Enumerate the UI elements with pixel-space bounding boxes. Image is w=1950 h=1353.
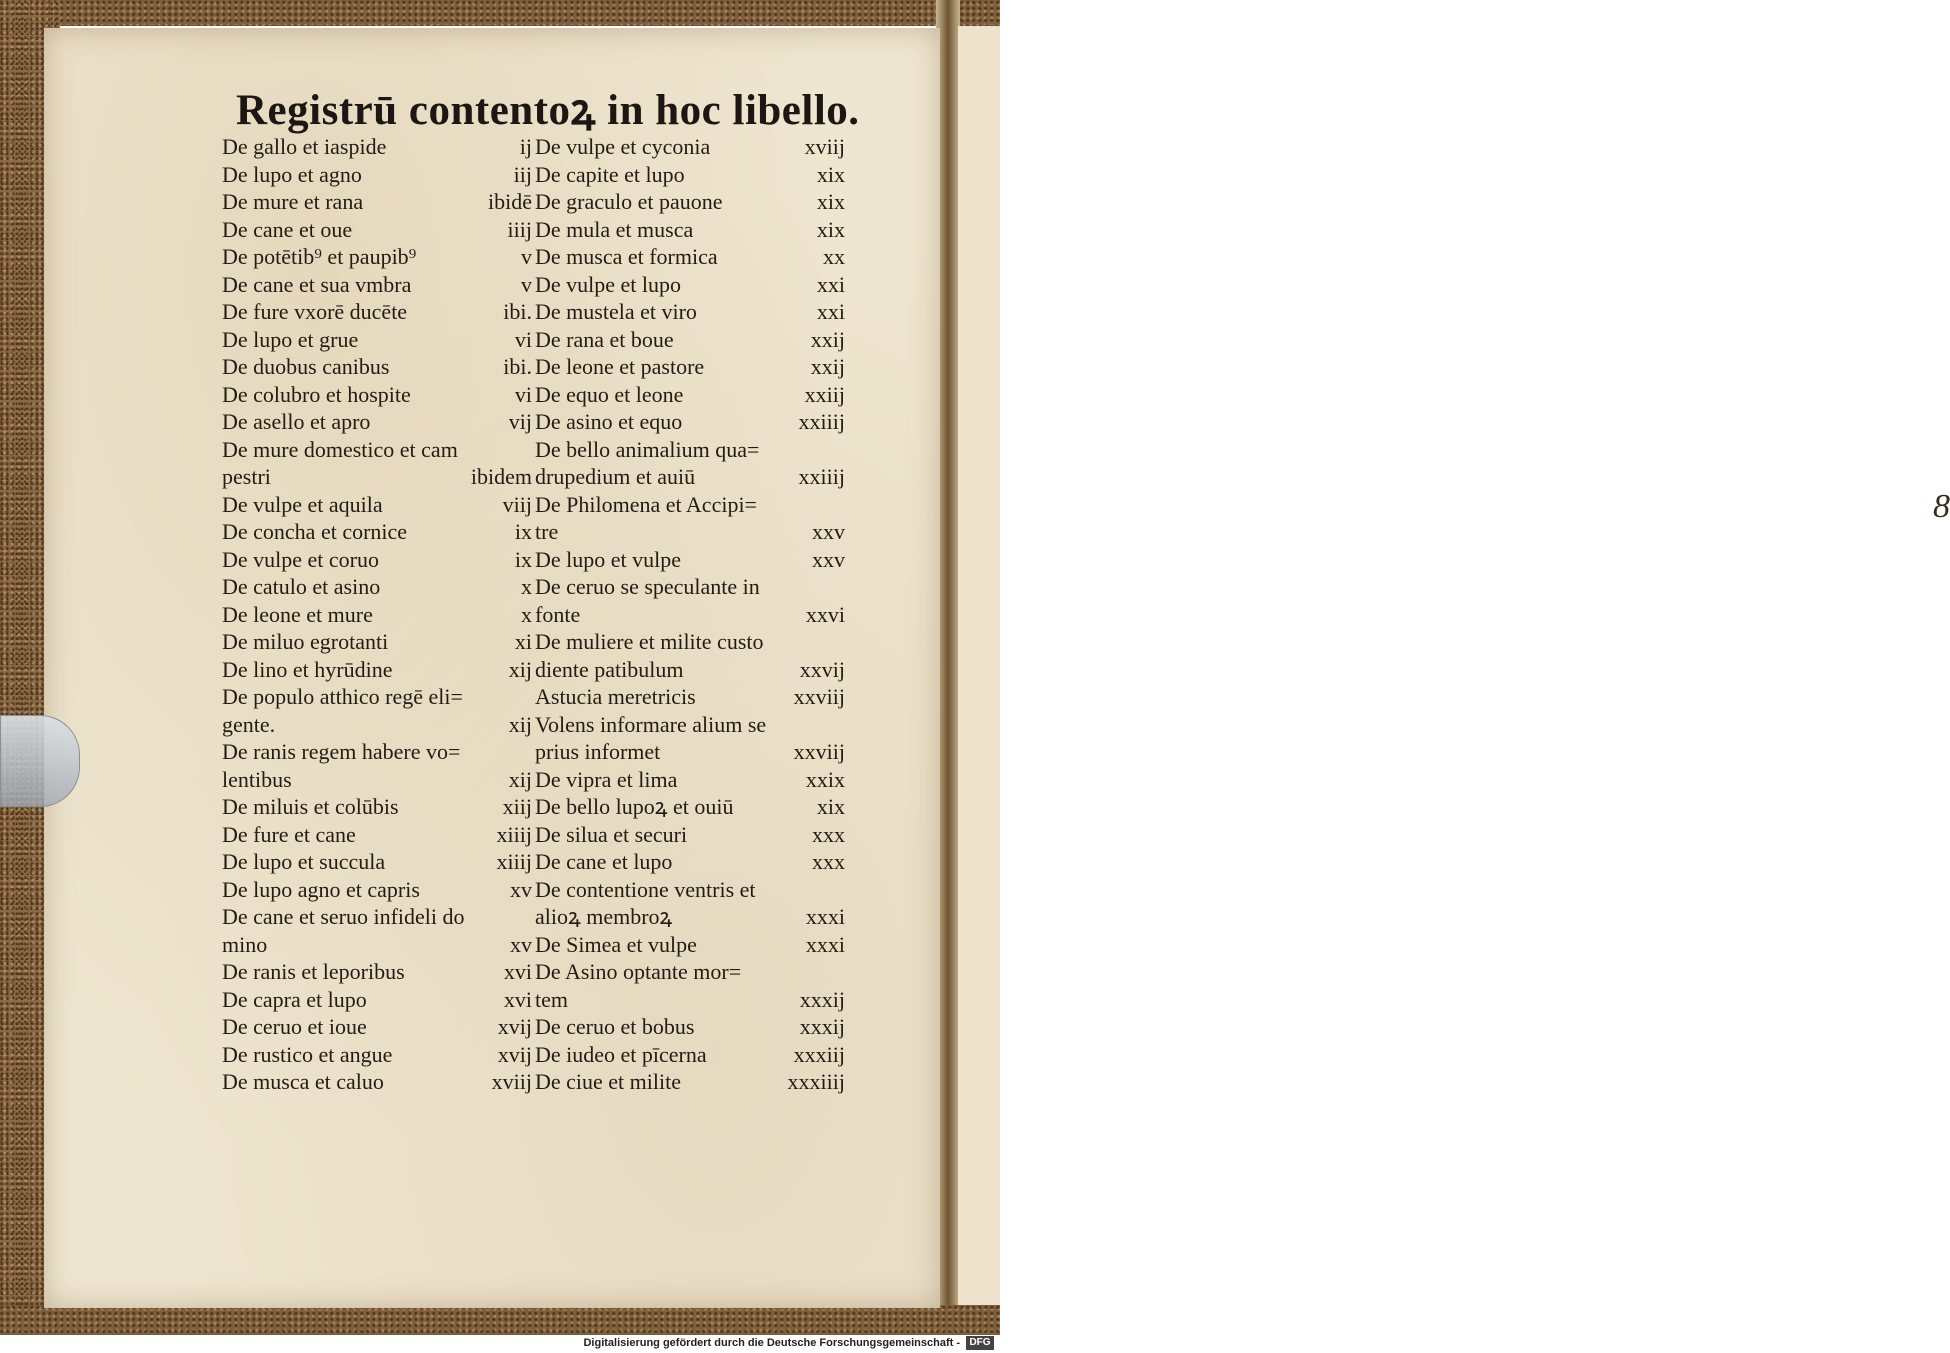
register-entry <box>222 1068 532 1096</box>
register-entry <box>535 876 845 904</box>
register-entry <box>535 546 845 574</box>
entry-page: iiij <box>507 216 532 242</box>
entry-title: De ciue et milite <box>535 1069 681 1094</box>
entry-title: De contentione ventris et <box>535 876 756 902</box>
entry-page: ibidem <box>470 464 532 489</box>
entry-title: De mula et musca <box>535 216 694 242</box>
register-entry <box>535 793 845 821</box>
entry-title: De vulpe et aquila <box>222 491 383 517</box>
entry-page: vi <box>514 326 532 352</box>
register-entry <box>535 738 845 766</box>
entry-page: xv <box>510 931 532 957</box>
entry-page: x <box>521 574 532 599</box>
register-entry <box>222 766 532 794</box>
entry-title: De colubro et hospite <box>222 381 411 407</box>
entry-page: xxvi <box>805 601 845 627</box>
register-entry <box>535 821 845 849</box>
entry-title: De vipra et lima <box>535 766 678 792</box>
book-cover-bottom <box>0 1305 1000 1335</box>
entry-title: De vulpe et coruo <box>222 546 379 572</box>
entry-page: xix <box>816 794 845 819</box>
entry-page: xij <box>508 711 532 737</box>
register-entry <box>535 353 845 381</box>
entry-title: drupedium et auiū <box>535 464 696 489</box>
register-column-left <box>222 133 532 1096</box>
entry-title: De Simea et vulpe <box>535 931 697 957</box>
entry-page: xvi <box>503 986 532 1012</box>
entry-title: De lupo et agno <box>222 161 362 187</box>
register-entry <box>535 408 845 436</box>
entry-page: xx <box>823 244 845 269</box>
entry-page: xxij <box>810 354 845 379</box>
register-entry <box>222 711 532 739</box>
entry-title: De graculo et pauone <box>535 189 723 214</box>
entry-page: xxviij <box>793 739 845 764</box>
entry-page: xxxi <box>805 931 845 957</box>
book-cover-top <box>0 0 1000 26</box>
entry-title: De ranis regem habere vo= <box>222 739 461 764</box>
register-entry <box>222 381 532 409</box>
entry-page: xxx <box>812 849 845 874</box>
entry-title: De cane et oue <box>222 216 353 242</box>
entry-title: De miluis et colūbis <box>222 794 399 819</box>
entry-page: xxxij <box>799 1014 845 1039</box>
register-entry <box>222 793 532 821</box>
entry-page: xxv <box>812 519 845 544</box>
register-entry <box>222 491 532 519</box>
entry-title: tre <box>535 519 559 544</box>
register-entry <box>222 298 532 326</box>
register-column-right <box>535 133 845 1096</box>
entry-page: xix <box>816 161 845 187</box>
entry-page: xxi <box>816 299 845 324</box>
entry-title: gente. <box>222 711 276 737</box>
entry-page: xiiij <box>496 821 532 847</box>
entry-page: vi <box>514 381 532 407</box>
entry-page: xv <box>510 876 532 902</box>
register-entry <box>535 601 845 629</box>
entry-page: xxv <box>812 546 845 572</box>
entry-title: De silua et securi <box>535 821 688 847</box>
register-entry <box>222 463 532 491</box>
register-entry <box>535 931 845 959</box>
register-entry <box>222 876 532 904</box>
register-entry <box>535 298 845 326</box>
entry-title: De catulo et asino <box>222 574 381 599</box>
entry-page: x <box>521 601 532 627</box>
entry-title: De duobus canibus <box>222 354 390 379</box>
entry-page: xvij <box>497 1041 532 1067</box>
entry-title: De leone et mure <box>222 601 373 627</box>
entry-title: De fure et cane <box>222 821 356 847</box>
entry-page: xxix <box>805 766 845 792</box>
entry-title: mino <box>222 931 268 957</box>
register-entry <box>222 326 532 354</box>
register-entry <box>535 628 845 656</box>
register-entry <box>535 656 845 684</box>
register-entry <box>222 133 532 161</box>
entry-title: De ranis et leporibus <box>222 959 405 984</box>
entry-title: tem <box>535 986 568 1012</box>
entry-page: ix <box>514 546 532 572</box>
register-entry <box>222 408 532 436</box>
entry-title: De musca et caluo <box>222 1069 384 1094</box>
register-entry <box>535 683 845 711</box>
register-entry <box>222 353 532 381</box>
entry-page: xiij <box>502 794 532 819</box>
entry-page: xxi <box>816 271 845 297</box>
entry-page: iij <box>513 161 532 187</box>
entry-title: De bello animalium qua= <box>535 436 760 462</box>
register-entry <box>222 243 532 271</box>
entry-title: De mustela et viro <box>535 299 697 324</box>
entry-title: De miluo egrotanti <box>222 629 389 654</box>
entry-title: De cane et seruo infideli do <box>222 904 465 929</box>
register-entry <box>222 271 532 299</box>
footer-credit: Digitalisierung gefördert durch die Deutsche Forschungsgemeinschaft - <box>583 1337 960 1349</box>
register-entry <box>535 766 845 794</box>
register-entry <box>222 848 532 876</box>
entry-page: v <box>521 271 532 297</box>
register-entry <box>535 518 845 546</box>
entry-page: xi <box>514 629 532 654</box>
register-entry <box>535 903 845 931</box>
entry-page: xxxiij <box>793 1041 845 1067</box>
entry-title: De vulpe et lupo <box>535 271 682 297</box>
entry-title: De capite et lupo <box>535 161 685 187</box>
entry-page: vij <box>508 409 532 434</box>
register-entry <box>535 216 845 244</box>
entry-title: De populo atthico regē eli= <box>222 684 463 709</box>
facing-page-edge <box>958 26 1950 1316</box>
page-clip <box>0 715 80 807</box>
entry-title: De potētib⁹ et paupib⁹ <box>222 244 417 269</box>
entry-title: De Asino optante mor= <box>535 959 742 984</box>
entry-title: prius informet <box>535 739 661 764</box>
page-title: Registrū contentoꝝ in hoc libello. <box>236 87 860 134</box>
register-entry <box>535 188 845 216</box>
entry-title: De cane et sua vmbra <box>222 271 412 297</box>
register-entry <box>222 738 532 766</box>
register-entry <box>535 848 845 876</box>
register-entry <box>222 931 532 959</box>
register-entry <box>222 1041 532 1069</box>
entry-page: xij <box>508 766 532 792</box>
register-entry <box>535 573 845 601</box>
entry-title: fonte <box>535 601 581 627</box>
entry-title: De lupo et grue <box>222 326 359 352</box>
entry-page: xxxij <box>799 986 845 1012</box>
register-entry <box>222 546 532 574</box>
entry-title: De Philomena et Accipi= <box>535 491 757 517</box>
entry-page: xxxi <box>805 904 845 929</box>
entry-page: ix <box>514 519 532 544</box>
entry-title: De muliere et milite custo <box>535 629 764 654</box>
entry-page: xxx <box>812 821 845 847</box>
entry-page: xxiij <box>804 381 845 407</box>
register-entry <box>535 436 845 464</box>
entry-page: xij <box>508 656 532 682</box>
entry-title: Volens informare alium se <box>535 711 767 737</box>
entry-page: ibi. <box>503 354 532 379</box>
entry-page: xxiiij <box>798 409 845 434</box>
register-entry <box>535 326 845 354</box>
margin-note: 8 <box>1933 488 1950 525</box>
register-entry <box>535 133 845 161</box>
entry-title: De asino et equo <box>535 409 683 434</box>
register-entry <box>222 821 532 849</box>
register-entry <box>535 161 845 189</box>
register-entry <box>535 1013 845 1041</box>
register-entry <box>535 463 845 491</box>
entry-page: ibi. <box>503 299 532 324</box>
entry-title: alioꝝ membroꝝ <box>535 904 673 929</box>
entry-title: De cane et lupo <box>535 849 673 874</box>
register-entry <box>535 986 845 1014</box>
entry-page: xxij <box>810 326 845 352</box>
register-entry <box>222 903 532 931</box>
register-entry <box>222 573 532 601</box>
entry-title: De gallo et iaspide <box>222 134 387 159</box>
entry-page: xviij <box>804 134 845 159</box>
register-entry <box>222 656 532 684</box>
entry-title: lentibus <box>222 766 292 792</box>
entry-page: xix <box>816 189 845 214</box>
entry-title: De concha et cornice <box>222 519 408 544</box>
register-entry <box>535 711 845 739</box>
register-entry <box>535 381 845 409</box>
entry-title: De ceruo et ioue <box>222 1014 367 1039</box>
entry-page: ibidē <box>488 189 532 214</box>
entry-page: xxiiij <box>798 464 845 489</box>
entry-title: pestri <box>222 464 271 489</box>
entry-title: De rustico et angue <box>222 1041 393 1067</box>
register-entry <box>222 601 532 629</box>
register-entry <box>535 491 845 519</box>
entry-page: xix <box>816 216 845 242</box>
register-entry <box>222 188 532 216</box>
register-entry <box>222 1013 532 1041</box>
entry-title: De fure vxorē ducēte <box>222 299 408 324</box>
entry-page: viij <box>502 491 532 517</box>
entry-title: De equo et leone <box>535 381 684 407</box>
entry-title: De leone et pastore <box>535 354 705 379</box>
entry-title: De rana et boue <box>535 326 674 352</box>
entry-page: xvij <box>497 1014 532 1039</box>
register-entry <box>222 986 532 1014</box>
register-entry <box>222 628 532 656</box>
entry-title: De lino et hyrūdine <box>222 656 393 682</box>
entry-title: De ceruo et bobus <box>535 1014 695 1039</box>
entry-title: De musca et formica <box>535 244 718 269</box>
register-entry <box>535 271 845 299</box>
register-entry <box>222 518 532 546</box>
entry-page: v <box>521 244 532 269</box>
entry-title: De asello et apro <box>222 409 371 434</box>
register-entry <box>535 1068 845 1096</box>
register-entry <box>222 436 532 464</box>
entry-title: De capra et lupo <box>222 986 367 1012</box>
entry-page: xxxiiij <box>787 1069 845 1094</box>
register-entry <box>222 958 532 986</box>
entry-title: De lupo agno et capris <box>222 876 420 902</box>
register-entry <box>535 958 845 986</box>
register-entry <box>535 1041 845 1069</box>
footer-bar <box>0 1335 1000 1353</box>
entry-page: xvi <box>503 959 532 984</box>
dfg-logo: DFG <box>966 1336 994 1350</box>
entry-title: De lupo et vulpe <box>535 546 682 572</box>
entry-title: De iudeo et pīcerna <box>535 1041 707 1067</box>
register-entry <box>222 216 532 244</box>
entry-title: De vulpe et cyconia <box>535 134 711 159</box>
entry-page: xxviij <box>793 684 845 709</box>
entry-title: De bello lupoꝝ et ouiū <box>535 794 734 819</box>
entry-title: De mure domestico et cam <box>222 436 458 462</box>
entry-page: xviij <box>491 1069 532 1094</box>
entry-page: xiiij <box>496 849 532 874</box>
entry-title: De ceruo se speculante in <box>535 574 760 599</box>
entry-title: De mure et rana <box>222 189 364 214</box>
register-entry <box>222 161 532 189</box>
entry-title: diente patibulum <box>535 656 684 682</box>
entry-title: De lupo et succula <box>222 849 386 874</box>
register-entry <box>535 243 845 271</box>
entry-title: Astucia meretricis <box>535 684 696 709</box>
entry-page: xxvij <box>799 656 845 682</box>
entry-page: ij <box>519 134 532 159</box>
register-entry <box>222 683 532 711</box>
